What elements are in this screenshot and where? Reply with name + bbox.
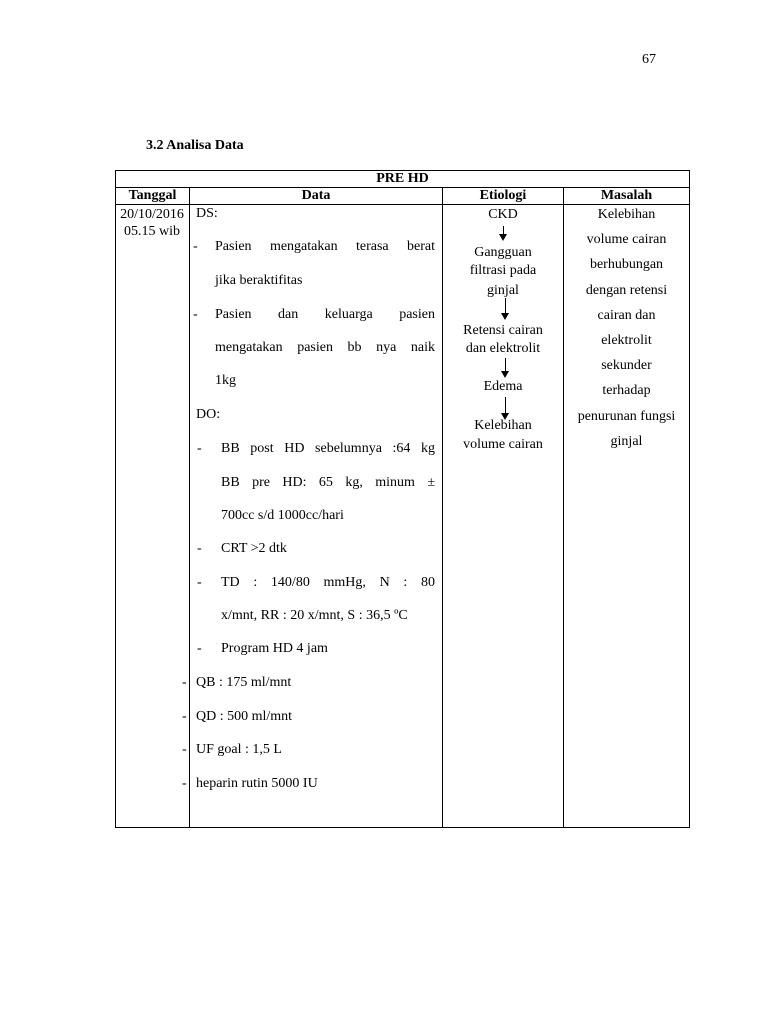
header-tanggal: Tanggal [128, 188, 177, 203]
tanggal-date: 20/10/2016 [120, 207, 184, 222]
group-header: PRE HD [376, 171, 429, 186]
masalah-line: volume cairan [586, 232, 667, 248]
masalah-line: sekunder [601, 358, 652, 374]
table-border-left [115, 170, 116, 828]
ds-item-2-line3: 1kg [215, 373, 236, 388]
header-etiologi: Etiologi [479, 188, 527, 203]
table-border-bottom [115, 827, 690, 828]
do-item-1-line2: BB pre HD: 65 kg, minum ± [221, 475, 435, 490]
etiologi-kelebihan-line1: Kelebihan [474, 418, 532, 433]
etiologi-gangguan-line2: filtrasi pada [469, 263, 537, 278]
etiologi-edema: Edema [483, 379, 523, 394]
do-item-2-dash: - [197, 541, 202, 556]
ds-label: DS: [196, 206, 218, 221]
ds-item-1-line2: jika beraktifitas [215, 273, 303, 288]
etiologi-retensi-line2: dan elektrolit [465, 341, 541, 356]
masalah-line: berhubungan [589, 257, 664, 273]
program-item-3: UF goal : 1,5 L [196, 742, 282, 757]
masalah-line: terhadap [602, 383, 651, 399]
program-item-2-dash: - [182, 709, 187, 724]
etiologi-gangguan-line3: ginjal [487, 283, 519, 298]
ds-item-2-dash: - [193, 307, 198, 322]
etiologi-kelebihan-line2: volume cairan [463, 437, 543, 452]
masalah-line: elektrolit [601, 333, 652, 348]
etiologi-ckd: CKD [488, 207, 518, 222]
do-item-1-line1: BB post HD sebelumnya :64 kg [221, 441, 435, 456]
do-item-3-line1: TD : 140/80 mmHg, N : 80 [221, 575, 435, 590]
do-item-3-line2: x/mnt, RR : 20 x/mnt, S : 36,5 ºC [221, 608, 408, 623]
masalah-line: Kelebihan [597, 207, 656, 222]
table-border-right [689, 170, 690, 828]
arrow-down-icon [501, 313, 509, 320]
tanggal-time: 05.15 wib [124, 224, 180, 239]
ds-item-1-dash: - [193, 239, 198, 254]
program-item-3-dash: - [182, 742, 187, 757]
arrow-4-shaft [505, 397, 506, 414]
header-data: Data [301, 188, 331, 203]
do-item-4-dash: - [197, 641, 202, 656]
program-item-2: QD : 500 ml/mnt [196, 709, 293, 724]
do-item-3-dash: - [197, 575, 202, 590]
col-divider-1 [189, 187, 190, 828]
ds-item-2-line1: Pasien dan keluarga pasien [215, 307, 435, 322]
header-masalah: Masalah [600, 188, 653, 203]
analisa-data-table [115, 170, 690, 828]
arrow-down-icon [501, 371, 509, 378]
program-item-1-dash: - [182, 675, 187, 690]
masalah-line: cairan dan [597, 307, 656, 323]
do-item-1-dash: - [197, 441, 202, 456]
etiologi-gangguan-line1: Gangguan [474, 245, 532, 260]
masalah-line: dengan retensi [585, 282, 668, 298]
program-item-4-dash: - [182, 776, 187, 791]
ds-item-2-line2: mengatakan pasien bb nya naik [215, 340, 435, 355]
page-number: 67 [642, 52, 656, 67]
do-item-1-line3: 700cc s/d 1000cc/hari [221, 508, 344, 523]
do-item-4-line1: Program HD 4 jam [221, 641, 328, 656]
arrow-down-icon [499, 234, 507, 241]
table-rule-header [115, 204, 690, 205]
program-item-1: QB : 175 ml/mnt [196, 675, 292, 690]
masalah-line: penurunan fungsi [577, 408, 676, 424]
arrow-3-shaft [505, 358, 506, 372]
do-item-2-line1: CRT >2 dtk [221, 541, 287, 556]
arrow-2-shaft [505, 298, 506, 314]
ds-item-1-line1: Pasien mengatakan terasa berat [215, 239, 435, 254]
do-label: DO: [196, 407, 221, 422]
etiologi-retensi-line1: Retensi cairan [463, 323, 543, 338]
section-heading: 3.2 Analisa Data [146, 138, 244, 153]
program-item-4: heparin rutin 5000 IU [196, 776, 318, 791]
masalah-line: ginjal [610, 433, 643, 449]
